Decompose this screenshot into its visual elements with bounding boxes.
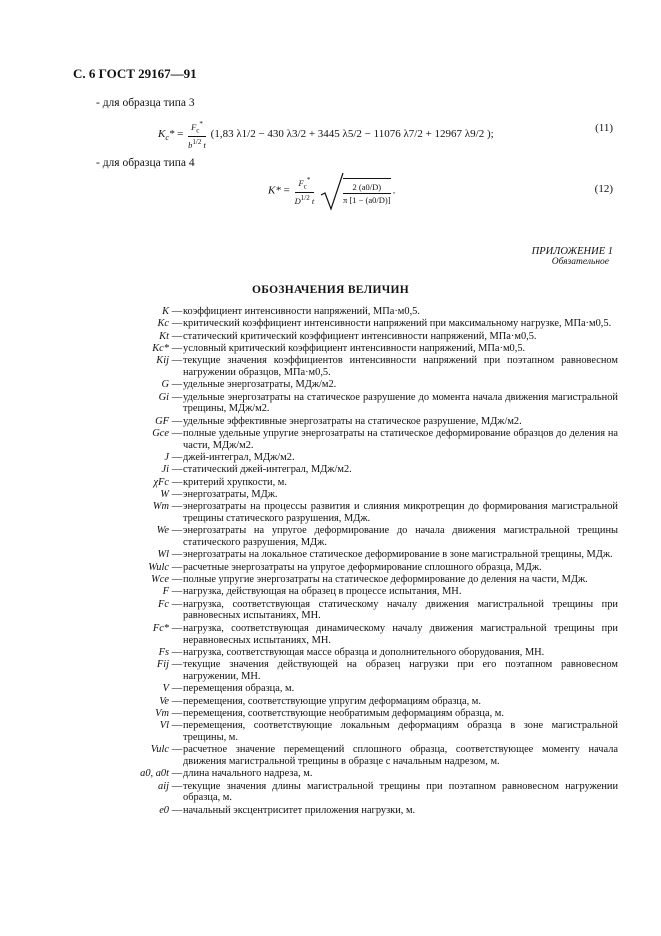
appendix-subtitle: Обязательное	[551, 257, 609, 267]
definition-item: Vl — перемещения, соответствующие локальным деформациям образца в зоне магистральной трещины, м.	[159, 720, 618, 743]
section-title: ОБОЗНАЧЕНИЯ ВЕЛИЧИН	[252, 284, 409, 296]
definition-item: GF — удельные эффективные энергозатраты на статическое разрушение, МДж/м2.	[155, 415, 522, 427]
definition-item: Wce — полные упругие энергозатраты на статическое деформирование до деления на части, МДж.	[151, 574, 588, 586]
formula-11-number: (11)	[595, 122, 613, 134]
formula-12-number: (12)	[594, 183, 613, 195]
definition-item: V — перемещения образца, м.	[162, 683, 295, 695]
definition-item: Wulc — расчетные энергозатраты на упругое деформирование сплошного образца, МДж.	[148, 561, 542, 573]
definition-item: We — энергозатраты на упругое деформирование до начала движения магистральной трещины статического разрушения, МДж.	[156, 525, 618, 549]
definitions-list	[73, 306, 618, 817]
formula-12-root: $\frac{2 (a0/D)}{\pi [1 - (a0/D)]}$	[343, 178, 391, 205]
formula-11-label: - для образца типа 3	[96, 97, 195, 109]
formula-11-lhs: $K_c*$	[158, 128, 175, 143]
definition-item: Ve — перемещения, соответствующие упругим деформациям образца, м.	[159, 695, 481, 707]
definition-item: Kij — текущие значения коэффициентов интенсивности напряжений при поэтапном равновесном нагружении образцов, МПа·м0,5.	[156, 355, 618, 378]
sqrt-sign-icon	[319, 171, 345, 211]
definition-item: Kt — статический критический коэффициент интенсивности напряжений, МПа·м0,5.	[159, 330, 537, 342]
definition-item: Fc — нагрузка, соответствующая статическому началу движения магистральной трещины при равновесных испытаниях, МН.	[158, 598, 618, 622]
definition-item: Fc* — нагрузка, соответствующая динамическому началу движения магистральной трещины при неравновесных испытаниях, МН.	[152, 622, 618, 646]
definition-item: Wm — энергозатраты на процессы развития и слияния микротрещин до формирования магистральной трещины статического разрушения, МДж.	[152, 501, 618, 525]
definition-item: Ji — статический джей-интеграл, МДж/м2.	[161, 464, 352, 476]
definition-item: χFc — критерий хрупкости, м.	[153, 476, 287, 488]
formula-11-body: (1,83 λ1/2 − 430 λ3/2 + 3445 λ5/2 − 11076 λ7/2 + 12967 λ9/2 );	[210, 128, 494, 141]
definition-item: Vm — перемещения, соответствующие необратимым деформациям образца, м.	[155, 707, 504, 719]
definition-item: J — джей-интеграл, МДж/м2.	[164, 452, 295, 464]
definition-item: aij — текущие значения длины магистральной трещины при поэтапном равновесном нагружении образца, м.	[158, 780, 618, 804]
definition-item: Vulc — расчетное значение перемещений сплошного образца, соответствующее моменту начала движения магистральной трещины в образце с начальным надрезом, м.	[150, 744, 618, 767]
definition-item: Fij — текущие значения действующей на образец нагрузки при его поэтапном равновесном нагружении, МН.	[156, 659, 618, 682]
appendix-title: ПРИЛОЖЕНИЕ 1	[531, 246, 613, 257]
formula-12-lhs: K*	[268, 184, 281, 197]
definition-item: Kc* — условный критический коэффициент интенсивности напряжений, МПа·м0,5.	[152, 342, 526, 354]
definition-item: G — удельные энергозатраты, МДж/м2.	[161, 379, 337, 391]
formula-12: K* = $\frac{F_c^*}{D^{1/2} t}$ $\frac{2 (a0/D)}{\pi [1 - (a0/D)]}$ .	[268, 171, 395, 211]
definition-item: Kc — критический коэффициент интенсивности напряжений при максимальному нагрузке, МПа·м0,5.	[157, 318, 612, 330]
definition-item: W — энергозатраты, МДж.	[160, 488, 278, 500]
formula-11: $K_c*$ = $\frac{F_c^*}{b^{1/2} t}$ (1,83 λ1/2 − 430 λ3/2 + 3445 λ5/2 − 11076 λ7/2 + 12967 λ9/2 );	[158, 120, 494, 150]
page-header: С. 6 ГОСТ 29167—91	[73, 66, 197, 81]
definition-item: Wl — энергозатраты на локальное статическое деформирование в зоне магистральной трещины, МДж.	[157, 549, 613, 561]
formula-12-label: - для образца типа 4	[96, 157, 195, 169]
formula-12-fraction: $\frac{F_c^*}{D^{1/2} t}$	[294, 176, 315, 206]
definition-item: F — нагрузка, действующая на образец в процессе испытания, МН.	[162, 586, 462, 598]
appendix-label	[532, 246, 613, 267]
definition-item: Fs — нагрузка, соответствующая массе образца и дополнительного оборудования, МН.	[158, 646, 545, 658]
definition-item: K — коэффициент интенсивности напряжений, МПа·м0,5.	[162, 306, 420, 317]
definition-item: e0 — начальный эксцентриситет приложения нагрузки, м.	[159, 804, 416, 816]
definition-item: Gi — удельные энергозатраты на статическое разрушение до момента начала движения магистральной трещины, МДж/м2.	[158, 391, 618, 415]
formula-11-fraction: $\frac{F_c^*}{b^{1/2} t}$	[188, 120, 206, 150]
definition-item: Gce — полные удельные упругие энергозатраты на статическое деформирование образцов до деления на части, МДж/м2.	[152, 427, 618, 451]
definition-item: a0, a0t — длина начального надреза, м.	[140, 768, 313, 780]
